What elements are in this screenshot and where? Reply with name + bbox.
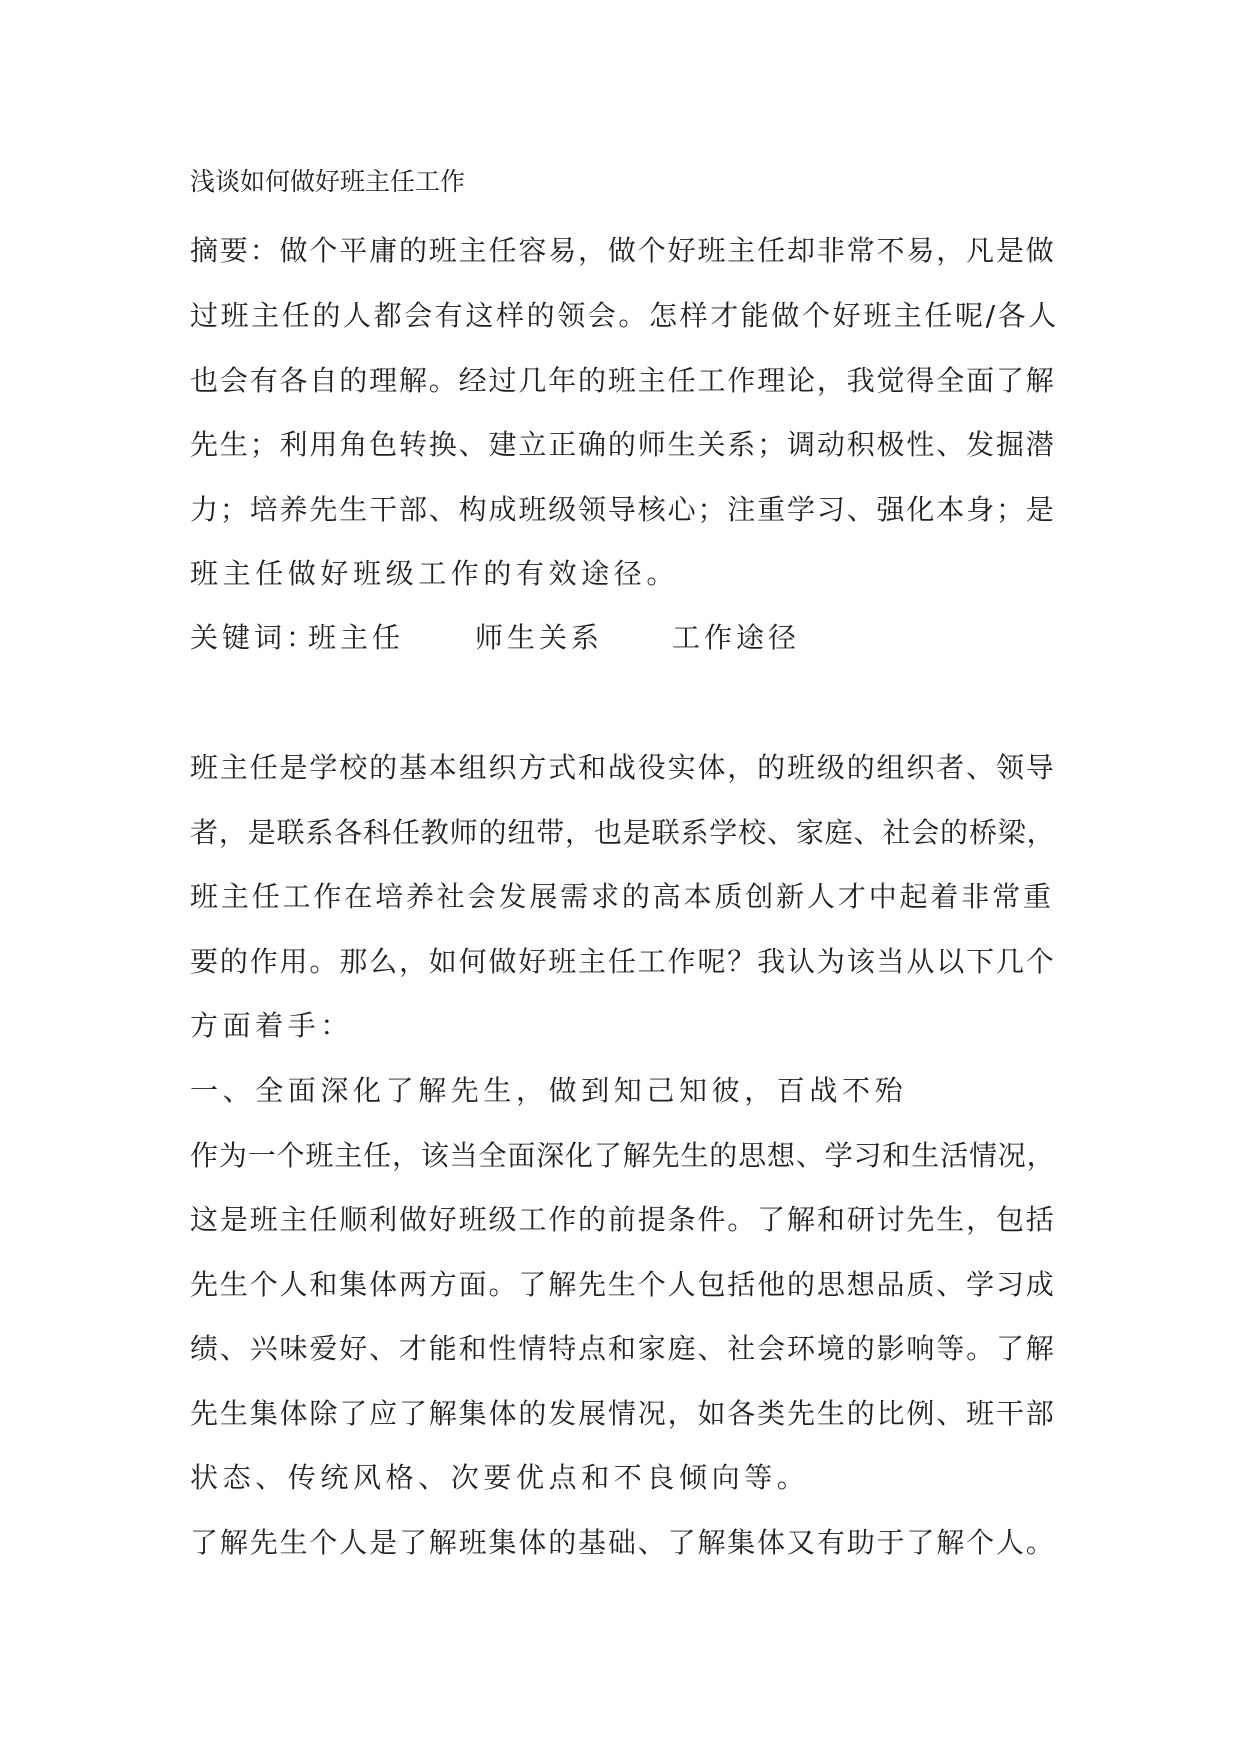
abstract-line: 也会有各自的理解。经过几年的班主任工作理论，我觉得全面了解 [190, 364, 1056, 397]
body-line: 绩、兴味爱好、才能和性情特点和家庭、社会环境的影响等。了解 [190, 1332, 1056, 1365]
body-line: 班主任是学校的基本组织方式和战役实体，的班级的组织者、领导 [190, 751, 1056, 784]
body-line: 班主任工作在培养社会发展需求的高本质创新人才中起着非常重 [190, 880, 1054, 913]
abstract-line: 先生；利用角色转换、建立正确的师生关系；调动积极性、发掘潜 [190, 428, 1056, 461]
body-line: 了解先生个人是了解班集体的基础、了解集体又有助于了解个人。 [190, 1526, 1056, 1559]
keyword-item: 工作途径 [672, 621, 801, 654]
abstract-line: 班主任做好班级工作的有效途径。 [190, 557, 680, 590]
body-line: 作为一个班主任，该当全面深化了解先生的思想、学习和生活情况， [190, 1139, 1056, 1172]
keywords-label: 关键词： [190, 621, 319, 654]
body-line: 方面着手： [190, 1009, 354, 1042]
body-line: 要的作用。那么，如何做好班主任工作呢？我认为该当从以下几个 [190, 945, 1056, 978]
body-line: 先生集体除了应了解集体的发展情况，如各类先生的比例、班干部 [190, 1397, 1056, 1430]
body-line: 先生个人和集体两方面。了解先生个人包括他的思想品质、学习成 [190, 1268, 1056, 1301]
keyword-item: 师生关系 [475, 621, 604, 654]
abstract-line: 过班主任的人都会有这样的领会。怎样才能做个好班主任呢/各人 [190, 299, 1059, 332]
document-title: 浅谈如何做好班主任工作 [190, 167, 466, 196]
abstract-line: 力；培养先生干部、构成班级领导核心；注重学习、强化本身；是 [190, 493, 1056, 526]
body-line: 状态、传统风格、次要优点和不良倾向等。 [190, 1461, 810, 1494]
keyword-item: 班主任 [308, 621, 405, 654]
abstract-line: 摘要：做个平庸的班主任容易，做个好班主任却非常不易，凡是做 [190, 234, 1056, 267]
section-heading: 一、全面深化了解先生，做到知己知彼，百战不殆 [190, 1074, 908, 1107]
body-line: 这是班主任顺利做好班级工作的前提条件。了解和研讨先生，包括 [190, 1203, 1056, 1236]
body-line: 者，是联系各科任教师的纽带，也是联系学校、家庭、社会的桥梁， [190, 816, 1056, 849]
